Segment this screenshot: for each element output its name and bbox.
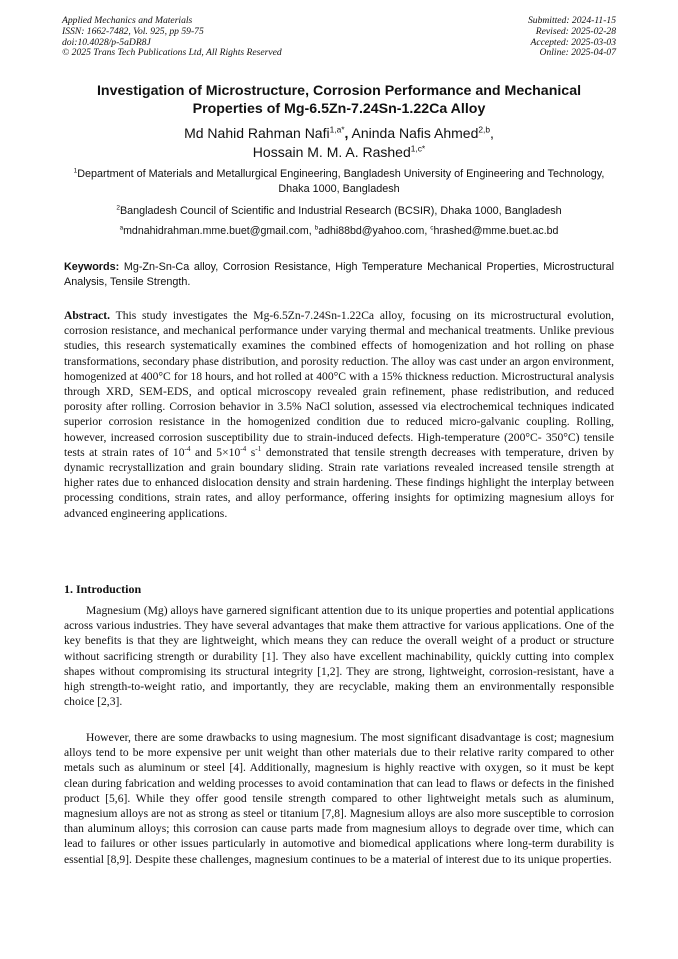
keywords-text: Mg-Zn-Sn-Ca alloy, Corrosion Resistance, High Temperature Mechanical Properties, Microstructural Analysis, Tensile Strength. [64, 261, 614, 288]
author-emails: $^a$mdnahidrahman.mme.buet@gmail.com, $^b$adhi88bd@yahoo.com, $^c$hrashed@mme.buet.ac.bd [119, 224, 559, 237]
keywords [64, 260, 614, 290]
author-list: Md Nahid Rahman Nafi$^{1,a*}$, Aninda Nafis Ahmed$^{2,b}$, Hossain M. M. A. Rashed$^{1,c*}$ [184, 124, 494, 160]
journal-doi: doi:10.4028/p-5aDR8J [62, 36, 151, 48]
section-heading: 1. Introduction [64, 582, 142, 596]
submission-dates [528, 16, 616, 59]
online-date: Online: 2025-04-07 [539, 47, 616, 59]
journal-issn: ISSN: 1662-7482, Vol. 925, pp 59-75 [62, 25, 204, 37]
journal-info [62, 16, 282, 59]
paper-title [40, 82, 638, 118]
submitted-date: Submitted: 2024-11-15 [527, 15, 616, 26]
abstract-label: Abstract. [64, 309, 111, 322]
abstract-text: This study investigates the Mg-6.5Zn-7.24Sn-1.22Ca alloy, focusing on its microstructural evolution, corrosion resistance, and mechanical performance under varying thermal and mechanical treatments. Unlike previous studies, this research systematically examines the combined effects of homogenization and hot rolling on phase transformations, secondary phase distribution, and porosity reduction. The alloy was cast under an argon environment, homogenized at 400°C for 18 hours, and hot rolled at 400°C with a 15% thickness reduction. Microstructural analysis through XRD, SEM-EDS, and optical microscopy revealed grain refinement, phase redistribution, and reduced porosity after rolling. Corrosion behavior in 3.5% NaCl solution, assessed via electrochemical techniques indicated superior corrosion resistance in the homogenized condition due to reduced micro-galvanic coupling. Rolling, however, increased corrosion susceptibility due to strain-induced defects. High-temperature (200°C- 350°C) tensile tests at strain rates of 10 [64, 309, 614, 459]
affiliation-marker: 2 [116, 204, 120, 212]
email-marker: c [430, 224, 434, 232]
title-line-2: Properties of Mg-6.5Zn-7.24Sn-1.22Ca Alloy [192, 101, 486, 117]
accepted-date: Accepted: 2025-03-03 [530, 36, 616, 48]
revised-date: Revised: 2025-02-28 [535, 25, 616, 37]
author-affiliation-marker: 1,c* [410, 143, 426, 154]
email-link[interactable]: adhi88bd@yahoo.com [318, 225, 425, 237]
journal-name: Applied Mechanics and Materials [62, 15, 193, 26]
exponent: -1 [255, 444, 262, 453]
abstract-text: demonstrated that tensile strength decreases with temperature, driven by dynamic recrystallization and grain boundary sliding. Strain rate variations revealed increased tensile strength at higher rates due to enhanced dislocation density and strain hardening. These findings highlight the interplay between processing conditions, strain rates, and alloy performance, offering insights for optimizing magnesium alloys for advanced engineering applications. [64, 445, 614, 520]
author-affiliation-marker: 1,a* [329, 124, 345, 135]
exponent: -4 [184, 444, 191, 453]
email-marker: a [119, 224, 124, 232]
affiliation-2 [60, 204, 618, 219]
email-marker: b [314, 224, 319, 232]
intro-paragraph-1: Magnesium (Mg) alloys have garnered significant attention due to its unique properties and potential applications across various industries. They have several advantages that make them attractive for various applications. One of the key benefits is that they are lightweight, which means they can reduce the overall weight of a product or structure without sacrificing strength or durability [1]. They also have excellent machinability, quickly cutting into complex shapes without compromising its structural integrity [1,2]. They are strong, lightweight, corrosion-resistant, have a high strength-to-weight ratio, and importantly, they are recyclable, making them an environmentally responsible choice [2,3]. [64, 604, 614, 709]
exponent: -4 [240, 444, 247, 453]
keywords-label: Keywords: [64, 261, 120, 273]
affiliation-text: Bangladesh Council of Scientific and Industrial Research (BCSIR), Dhaka 1000, Bangladesh [119, 205, 562, 217]
author-name: Aninda Nafis Ahmed [351, 125, 479, 141]
title-line-1: Investigation of Microstructure, Corrosion Performance and Mechanical [96, 83, 582, 99]
affiliation-text: Department of Materials and Metallurgical Engineering, Bangladesh University of Engineering and Technology, Dhaka 1000, Bangladesh [77, 168, 605, 195]
affiliation-marker: 1 [73, 167, 78, 175]
abstract-text: s [246, 445, 256, 459]
author-affiliation-marker: 2,b [478, 124, 491, 135]
email-link[interactable]: hrashed@mme.buet.ac.bd [433, 225, 559, 237]
intro-paragraph-2: However, there are some drawbacks to using magnesium. The most significant disadvantage is cost; magnesium alloys tend to be more expensive per unit weight than other materials due to their relative rarity compared to other metals such as aluminum or steel [4]. Additionally, magnesium is highly reactive with oxygen, so it must be kept clean during fabrication and welding processes to avoid contamination that can lead to flaws or defects in the finished product [5,6]. While they offer good tensile strength compared to other lightweight metals such as aluminum, magnesium alloys are not as strong as steel or titanium [7,8]. Magnesium alloys are also more susceptible to corrosion than aluminum alloys; this corrosion can cause parts made from magnesium alloys to degrade over time, which can lead to failures or other issues particularly in automotive and biomedical applications where long-term durability is essential [8,9]. Despite these challenges, magnesium continues to be a material of interest due to its unique properties. [64, 731, 614, 866]
email-link[interactable]: mdnahidrahman.mme.buet@gmail.com [123, 225, 309, 237]
copyright-line: © 2025 Trans Tech Publications Ltd, All Rights Reserved [62, 47, 282, 59]
author-name: Md Nahid Rahman Nafi [184, 125, 330, 141]
affiliation-1 [60, 167, 618, 197]
author-name: Hossain M. M. A. Rashed [252, 144, 411, 160]
abstract-text: and 5×10 [190, 445, 241, 459]
abstract [64, 308, 614, 521]
